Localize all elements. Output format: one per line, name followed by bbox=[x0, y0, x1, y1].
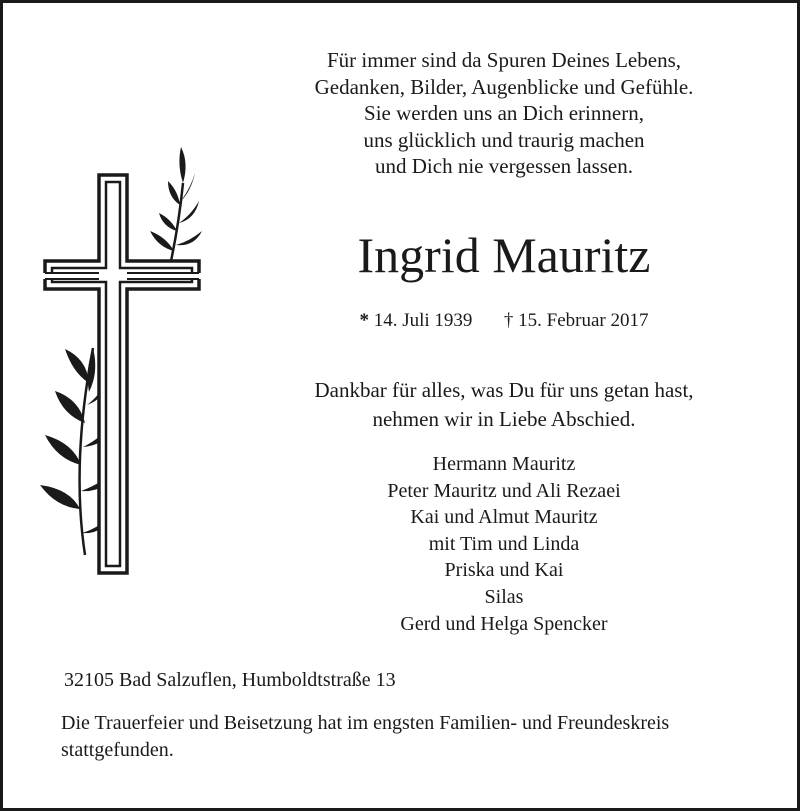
family-member: Silas bbox=[484, 585, 524, 608]
family-member: Kai und Almut Mauritz bbox=[410, 506, 598, 529]
birth-symbol: * bbox=[359, 310, 369, 331]
poem-line: uns glücklich und traurig machen bbox=[363, 127, 645, 152]
family-member: Peter Mauritz und Ali Rezaei bbox=[387, 479, 621, 502]
cross-with-branches-icon bbox=[31, 143, 213, 583]
birth-date: 14. Juli 1939 bbox=[373, 310, 473, 331]
family-member: mit Tim und Linda bbox=[428, 532, 580, 555]
memorial-poem bbox=[243, 47, 765, 180]
thanks-text bbox=[243, 376, 765, 434]
upper-branch-icon bbox=[150, 147, 202, 261]
family-member: Priska und Kai bbox=[444, 559, 564, 582]
thanks-line: Dankbar für alles, was Du für uns getan hast, bbox=[314, 378, 694, 402]
life-dates bbox=[243, 308, 765, 334]
family-address: 32105 Bad Salzuflen, Humboldtstraße 13 bbox=[64, 669, 396, 691]
poem-line: Gedanken, Bilder, Augenblicke und Gefühle. bbox=[314, 74, 694, 99]
family-member: Gerd und Helga Spencker bbox=[400, 612, 608, 635]
poem-line: und Dich nie vergessen lassen. bbox=[375, 154, 633, 179]
thanks-line: nehmen wir in Liebe Abschied. bbox=[372, 407, 636, 431]
funeral-notice: Die Trauerfeier und Beisetzung hat im engsten Familien- und Freundeskreis stattgefunden. bbox=[61, 712, 670, 761]
death-date: 15. Februar 2017 bbox=[518, 310, 649, 331]
family-list bbox=[243, 451, 765, 637]
poem-line: Sie werden uns an Dich erinnern, bbox=[364, 101, 644, 126]
death-symbol: † bbox=[503, 310, 514, 331]
family-member: Hermann Mauritz bbox=[432, 453, 576, 475]
deceased-name: Ingrid Mauritz bbox=[357, 227, 651, 283]
poem-line: Für immer sind da Spuren Deines Lebens, bbox=[326, 48, 682, 72]
